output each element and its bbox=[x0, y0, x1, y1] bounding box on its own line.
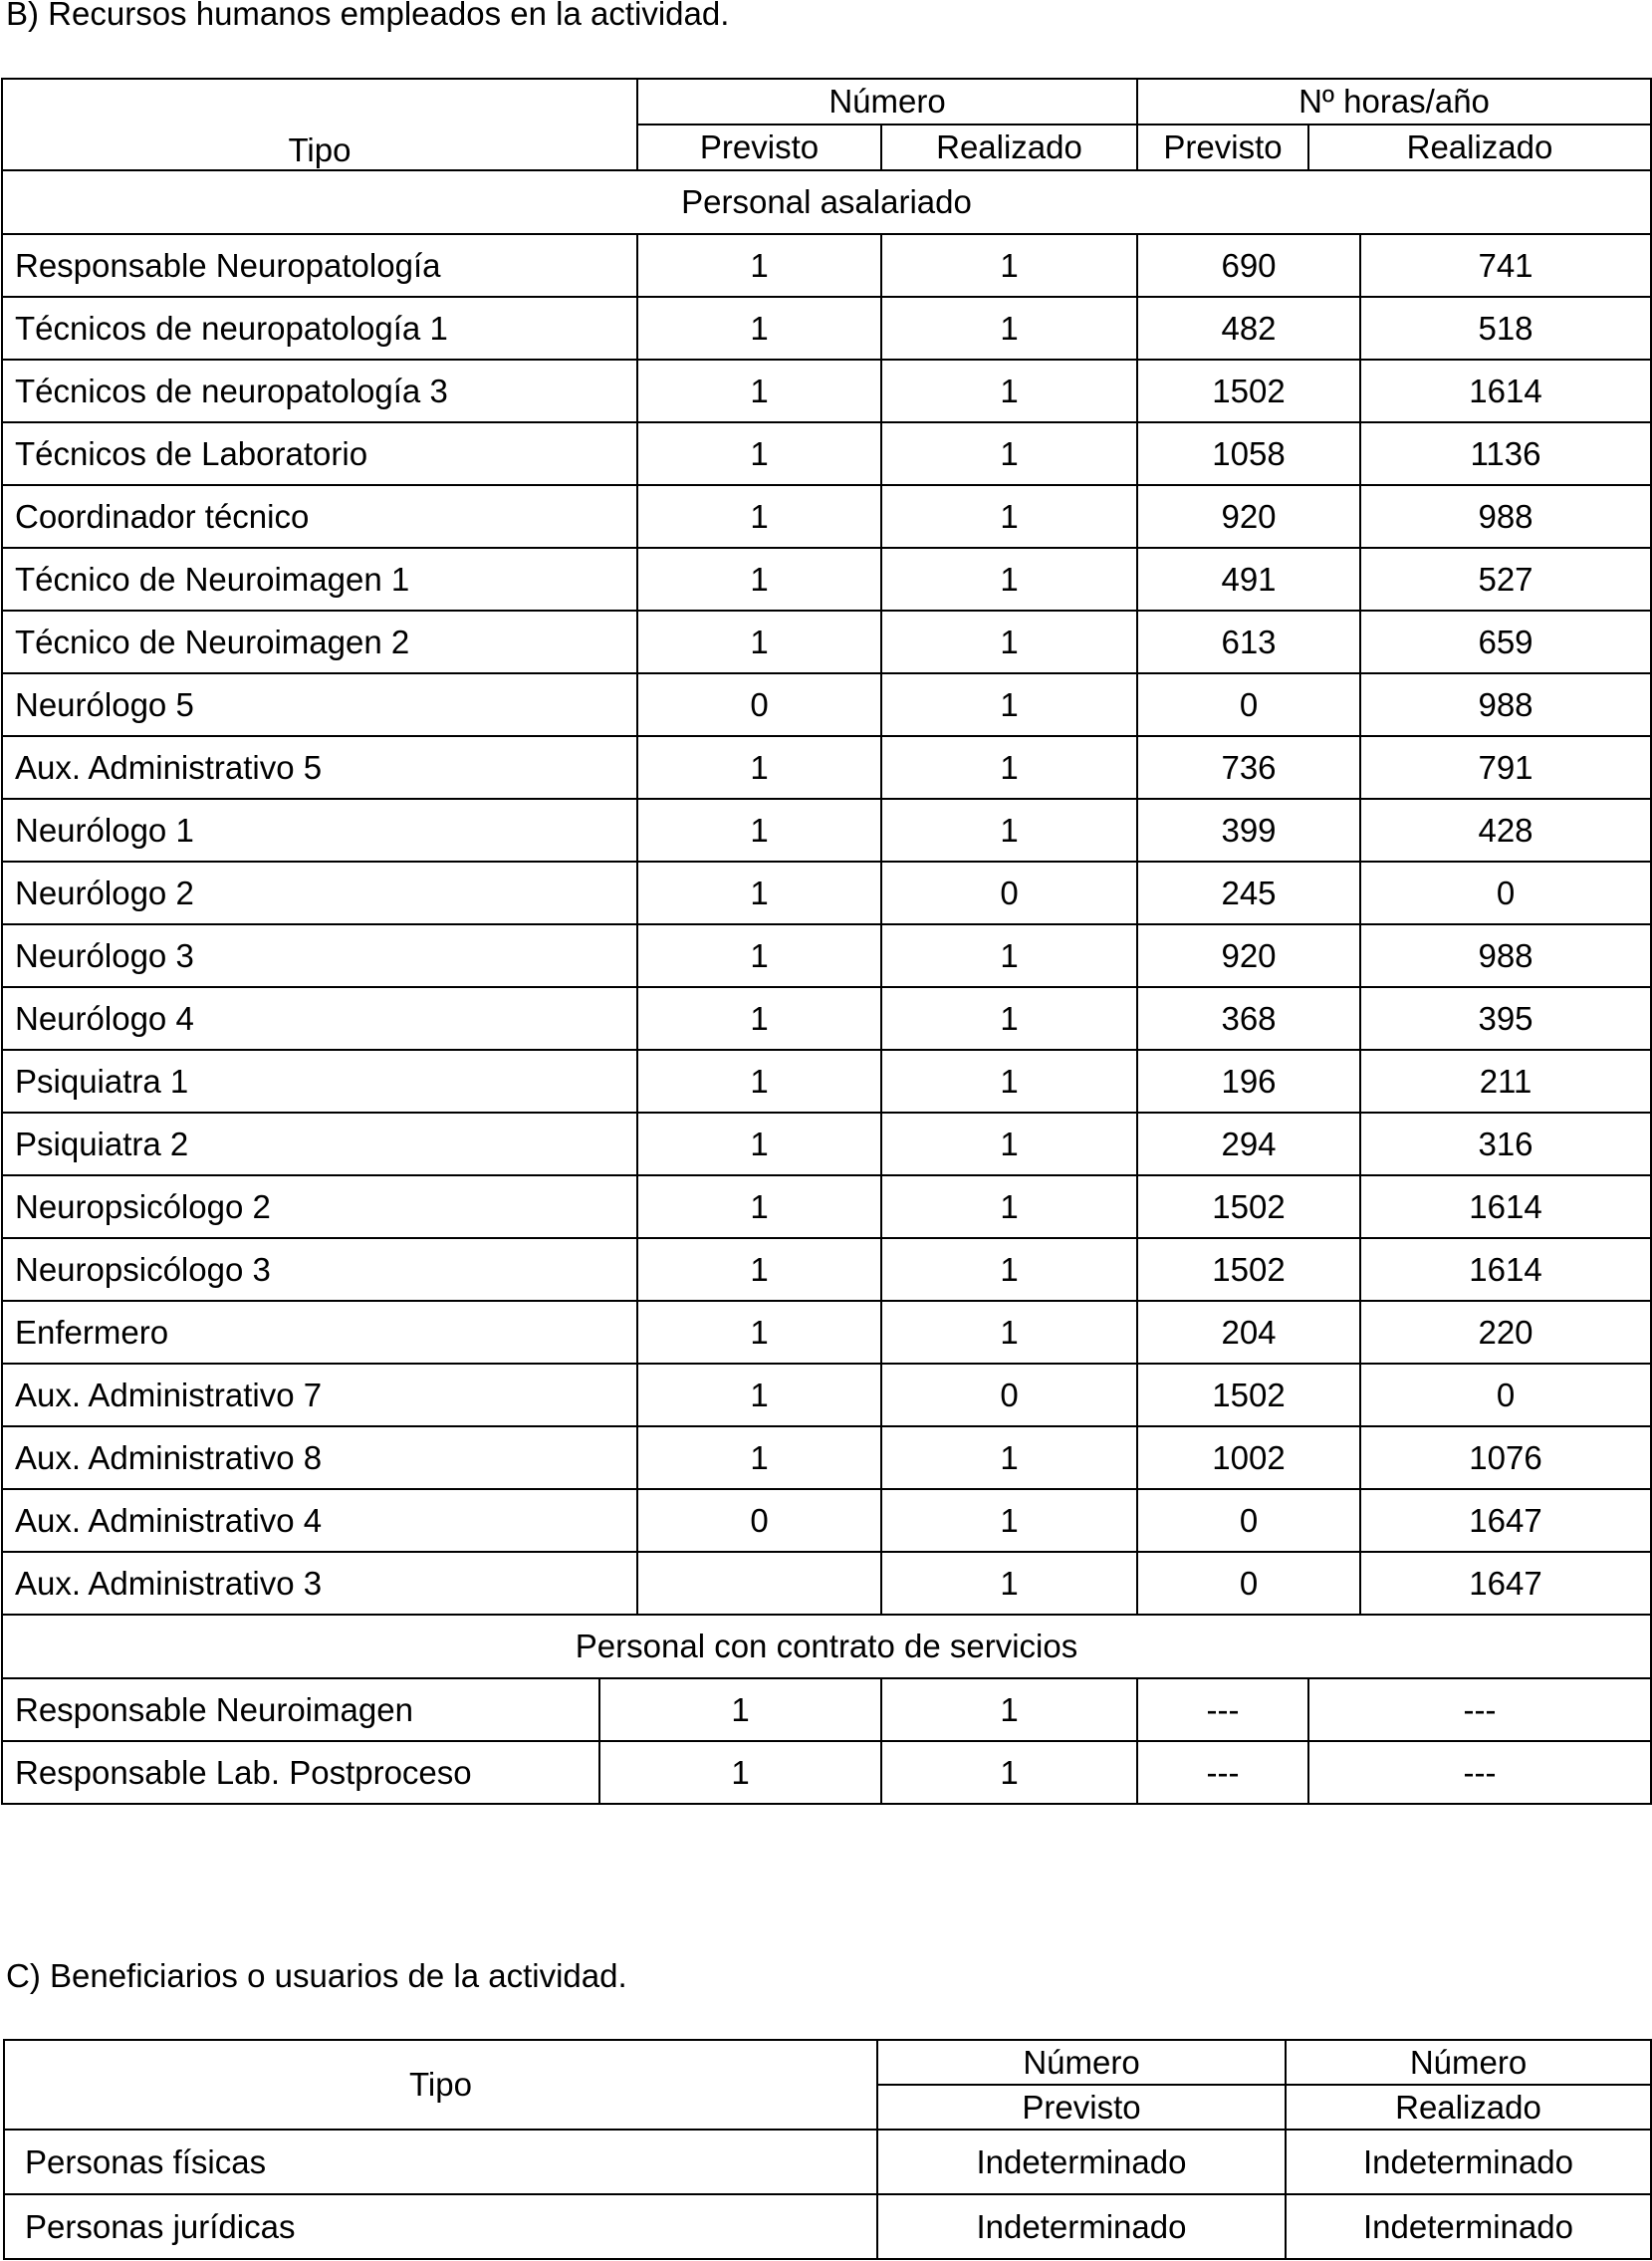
cell-horas-realizado: 518 bbox=[1360, 297, 1651, 360]
cell-numero-realizado: 1 bbox=[881, 736, 1137, 799]
table-row bbox=[2, 360, 1651, 422]
header-horas: Nº horas/año bbox=[1137, 79, 1651, 125]
cell-horas-realizado: 527 bbox=[1360, 548, 1651, 611]
cell-horas-realizado: 395 bbox=[1360, 987, 1651, 1050]
cell-horas-realizado: 988 bbox=[1360, 485, 1651, 548]
cell-tipo: Enfermero bbox=[2, 1301, 637, 1364]
c-header-numero-2: Número bbox=[1286, 2040, 1651, 2085]
cell-horas-realizado: 1136 bbox=[1360, 422, 1651, 485]
cell-numero-previsto: 1 bbox=[637, 485, 881, 548]
cell-numero-previsto: 1 bbox=[637, 1238, 881, 1301]
cell-horas-previsto: 1502 bbox=[1137, 1238, 1360, 1301]
cell-horas-realizado: 791 bbox=[1360, 736, 1651, 799]
cell-tipo: Psiquiatra 2 bbox=[2, 1113, 637, 1175]
cell-tipo: Neurólogo 2 bbox=[2, 862, 637, 924]
cell-numero-previsto: 1 bbox=[637, 1301, 881, 1364]
header-horas-split bbox=[1137, 125, 1651, 170]
cell-numero-previsto bbox=[637, 1552, 881, 1615]
cell-numero-realizado: 1 bbox=[881, 1552, 1137, 1615]
cell-numero-realizado: 1 bbox=[882, 1679, 1138, 1740]
group-personal-servicios: Personal con contrato de servicios bbox=[2, 1615, 1651, 1678]
cell-horas-realizado: 659 bbox=[1360, 611, 1651, 673]
cell-horas-realizado: 988 bbox=[1360, 673, 1651, 736]
human-resources-table bbox=[1, 78, 1652, 1805]
table-row bbox=[2, 1301, 1651, 1364]
cell-tipo: Aux. Administrativo 4 bbox=[2, 1489, 637, 1552]
cell-horas-realizado: 988 bbox=[1360, 924, 1651, 987]
header-numero: Número bbox=[637, 79, 1137, 125]
cell-horas-realizado: 0 bbox=[1360, 862, 1651, 924]
table-row bbox=[2, 548, 1651, 611]
cell-horas-previsto: 1502 bbox=[1137, 1364, 1360, 1426]
c-header-tipo: Tipo bbox=[4, 2040, 877, 2130]
cell-numero-previsto: 1 bbox=[637, 1426, 881, 1489]
cell-numero-previsto: 1 bbox=[637, 611, 881, 673]
cell-horas-realizado: 211 bbox=[1360, 1050, 1651, 1113]
section-b-title: B) Recursos humanos empleados en la actividad. bbox=[6, 0, 730, 32]
cell-horas-realizado: 1647 bbox=[1360, 1552, 1651, 1615]
cell-realizado: Indeterminado bbox=[1286, 2194, 1651, 2259]
group-row bbox=[2, 1615, 1651, 1678]
table-row bbox=[2, 1552, 1651, 1615]
cell-numero-realizado: 1 bbox=[881, 924, 1137, 987]
cell-numero-previsto: 1 bbox=[637, 1175, 881, 1238]
cell-numero-previsto: 1 bbox=[600, 1679, 882, 1740]
cell-numero-realizado: 1 bbox=[881, 234, 1137, 297]
table-row bbox=[2, 862, 1651, 924]
service-row-cells bbox=[2, 1678, 1651, 1741]
cell-numero-realizado: 1 bbox=[881, 1489, 1137, 1552]
cell-horas-realizado: --- bbox=[1463, 1753, 1497, 1791]
cell-horas-previsto: 613 bbox=[1137, 611, 1360, 673]
table-row bbox=[2, 1489, 1651, 1552]
cell-numero-realizado: 1 bbox=[881, 673, 1137, 736]
table-row bbox=[2, 611, 1651, 673]
cell-horas-previsto: 245 bbox=[1137, 862, 1360, 924]
cell-horas-previsto: 196 bbox=[1137, 1050, 1360, 1113]
cell-tipo: Técnicos de Laboratorio bbox=[2, 422, 637, 485]
cell-horas-previsto: --- bbox=[1138, 1679, 1309, 1740]
table-row bbox=[2, 1364, 1651, 1426]
header-tipo: Tipo bbox=[2, 79, 637, 170]
cell-horas-realizado: 1614 bbox=[1360, 360, 1651, 422]
cell-numero-realizado: 1 bbox=[881, 1301, 1137, 1364]
cell-numero-realizado: 1 bbox=[881, 422, 1137, 485]
cell-tipo: Neuropsicólogo 3 bbox=[2, 1238, 637, 1301]
cell-previsto: Indeterminado bbox=[877, 2130, 1286, 2194]
cell-horas-realizado: 220 bbox=[1360, 1301, 1651, 1364]
cell-numero-realizado: 1 bbox=[881, 297, 1137, 360]
table-row bbox=[2, 1113, 1651, 1175]
cell-numero-realizado: 1 bbox=[881, 611, 1137, 673]
table-row bbox=[2, 799, 1651, 862]
table-row bbox=[2, 422, 1651, 485]
cell-numero-realizado: 1 bbox=[881, 1050, 1137, 1113]
cell-horas-previsto: 491 bbox=[1137, 548, 1360, 611]
cell-horas-previsto: 1502 bbox=[1137, 1175, 1360, 1238]
c-header-previsto: Previsto bbox=[877, 2085, 1286, 2130]
cell-horas-realizado: 1647 bbox=[1360, 1489, 1651, 1552]
cell-numero-previsto: 0 bbox=[637, 673, 881, 736]
table-row bbox=[2, 485, 1651, 548]
cell-tipo: Responsable Lab. Postproceso bbox=[3, 1742, 600, 1803]
table-row bbox=[2, 673, 1651, 736]
table-row bbox=[2, 987, 1651, 1050]
cell-tipo: Neurólogo 5 bbox=[2, 673, 637, 736]
cell-numero-previsto: 1 bbox=[637, 297, 881, 360]
cell-numero-realizado: 1 bbox=[881, 360, 1137, 422]
cell-horas-previsto: 1502 bbox=[1137, 360, 1360, 422]
cell-numero-realizado: 1 bbox=[881, 1426, 1137, 1489]
table-row bbox=[2, 297, 1651, 360]
cell-numero-previsto: 1 bbox=[637, 422, 881, 485]
cell-horas-previsto: 0 bbox=[1137, 1552, 1360, 1615]
group-personal-asalariado: Personal asalariado bbox=[2, 170, 1651, 234]
table-row bbox=[2, 1426, 1651, 1489]
cell-horas-previsto: 920 bbox=[1137, 485, 1360, 548]
cell-numero-previsto: 1 bbox=[637, 987, 881, 1050]
cell-tipo: Coordinador técnico bbox=[2, 485, 637, 548]
cell-tipo: Técnicos de neuropatología 3 bbox=[2, 360, 637, 422]
cell-numero-previsto: 1 bbox=[637, 548, 881, 611]
cell-horas-realizado: 0 bbox=[1360, 1364, 1651, 1426]
cell-tipo: Aux. Administrativo 3 bbox=[2, 1552, 637, 1615]
table-row bbox=[4, 2194, 1651, 2259]
cell-horas-previsto: 399 bbox=[1137, 799, 1360, 862]
cell-realizado: Indeterminado bbox=[1286, 2130, 1651, 2194]
cell-horas-previsto: 0 bbox=[1137, 1489, 1360, 1552]
cell-tipo: Técnicos de neuropatología 1 bbox=[2, 297, 637, 360]
cell-numero-realizado: 1 bbox=[881, 1238, 1137, 1301]
table-row bbox=[2, 1741, 1651, 1804]
cell-horas-previsto: 920 bbox=[1137, 924, 1360, 987]
cell-horas-previsto: 0 bbox=[1137, 673, 1360, 736]
cell-numero-realizado: 1 bbox=[881, 987, 1137, 1050]
cell-horas-realizado: 316 bbox=[1360, 1113, 1651, 1175]
cell-tipo: Técnico de Neuroimagen 1 bbox=[2, 548, 637, 611]
cell-numero-realizado: 1 bbox=[881, 799, 1137, 862]
cell-tipo: Personas jurídicas bbox=[4, 2194, 877, 2259]
cell-horas-previsto: 1058 bbox=[1137, 422, 1360, 485]
cell-tipo: Técnico de Neuroimagen 2 bbox=[2, 611, 637, 673]
table-row bbox=[2, 234, 1651, 297]
section-c-title: C) Beneficiarios o usuarios de la actividad. bbox=[6, 1957, 627, 1994]
cell-tipo: Personas físicas bbox=[4, 2130, 877, 2194]
cell-numero-realizado: 1 bbox=[881, 548, 1137, 611]
cell-horas-realizado: --- bbox=[1463, 1690, 1497, 1728]
cell-numero-realizado: 1 bbox=[881, 485, 1137, 548]
cell-tipo: Aux. Administrativo 5 bbox=[2, 736, 637, 799]
header-horas-previsto: Previsto bbox=[1138, 126, 1309, 169]
cell-horas-realizado: 741 bbox=[1360, 234, 1651, 297]
table-row bbox=[2, 1678, 1651, 1741]
cell-numero-previsto: 1 bbox=[637, 862, 881, 924]
cell-tipo: Responsable Neuroimagen bbox=[3, 1679, 600, 1740]
cell-numero-previsto: 1 bbox=[637, 1113, 881, 1175]
header-numero-realizado: Realizado bbox=[881, 125, 1137, 170]
cell-horas-realizado: 1076 bbox=[1360, 1426, 1651, 1489]
cell-numero-previsto: 1 bbox=[637, 736, 881, 799]
cell-horas-previsto: --- bbox=[1138, 1742, 1309, 1803]
cell-numero-previsto: 1 bbox=[637, 360, 881, 422]
table-row bbox=[2, 924, 1651, 987]
cell-horas-previsto: 482 bbox=[1137, 297, 1360, 360]
table-row bbox=[2, 1175, 1651, 1238]
cell-numero-realizado: 1 bbox=[881, 1113, 1137, 1175]
cell-numero-previsto: 1 bbox=[637, 234, 881, 297]
cell-horas-previsto: 204 bbox=[1137, 1301, 1360, 1364]
table-row bbox=[2, 736, 1651, 799]
cell-tipo: Neurólogo 3 bbox=[2, 924, 637, 987]
cell-numero-realizado: 0 bbox=[881, 1364, 1137, 1426]
cell-tipo: Neurólogo 4 bbox=[2, 987, 637, 1050]
cell-numero-realizado: 1 bbox=[882, 1742, 1138, 1803]
cell-tipo: Neurólogo 1 bbox=[2, 799, 637, 862]
cell-tipo: Responsable Neuropatología bbox=[2, 234, 637, 297]
cell-horas-previsto: 736 bbox=[1137, 736, 1360, 799]
cell-horas-previsto: 690 bbox=[1137, 234, 1360, 297]
cell-numero-previsto: 0 bbox=[637, 1489, 881, 1552]
cell-numero-realizado: 1 bbox=[881, 1175, 1137, 1238]
table-row bbox=[4, 2130, 1651, 2194]
c-header-realizado: Realizado bbox=[1286, 2085, 1651, 2130]
beneficiaries-table bbox=[3, 2039, 1652, 2260]
cell-numero-realizado: 0 bbox=[881, 862, 1137, 924]
table-row bbox=[2, 1238, 1651, 1301]
cell-numero-previsto: 1 bbox=[637, 924, 881, 987]
cell-numero-previsto: 1 bbox=[637, 1364, 881, 1426]
c-header-numero-1: Número bbox=[877, 2040, 1286, 2085]
cell-previsto: Indeterminado bbox=[877, 2194, 1286, 2259]
cell-horas-realizado: 428 bbox=[1360, 799, 1651, 862]
cell-horas-realizado: 1614 bbox=[1360, 1175, 1651, 1238]
cell-numero-previsto: 1 bbox=[637, 799, 881, 862]
cell-tipo: Aux. Administrativo 8 bbox=[2, 1426, 637, 1489]
cell-numero-previsto: 1 bbox=[637, 1050, 881, 1113]
header-numero-previsto: Previsto bbox=[637, 125, 881, 170]
cell-horas-previsto: 1002 bbox=[1137, 1426, 1360, 1489]
header-horas-realizado: Realizado bbox=[1406, 128, 1553, 165]
table-row bbox=[2, 1050, 1651, 1113]
cell-tipo: Aux. Administrativo 7 bbox=[2, 1364, 637, 1426]
service-row-cells bbox=[2, 1741, 1651, 1804]
cell-tipo: Psiquiatra 1 bbox=[2, 1050, 637, 1113]
cell-horas-realizado: 1614 bbox=[1360, 1238, 1651, 1301]
cell-tipo: Neuropsicólogo 2 bbox=[2, 1175, 637, 1238]
cell-horas-previsto: 368 bbox=[1137, 987, 1360, 1050]
cell-numero-previsto: 1 bbox=[600, 1742, 882, 1803]
cell-horas-previsto: 294 bbox=[1137, 1113, 1360, 1175]
